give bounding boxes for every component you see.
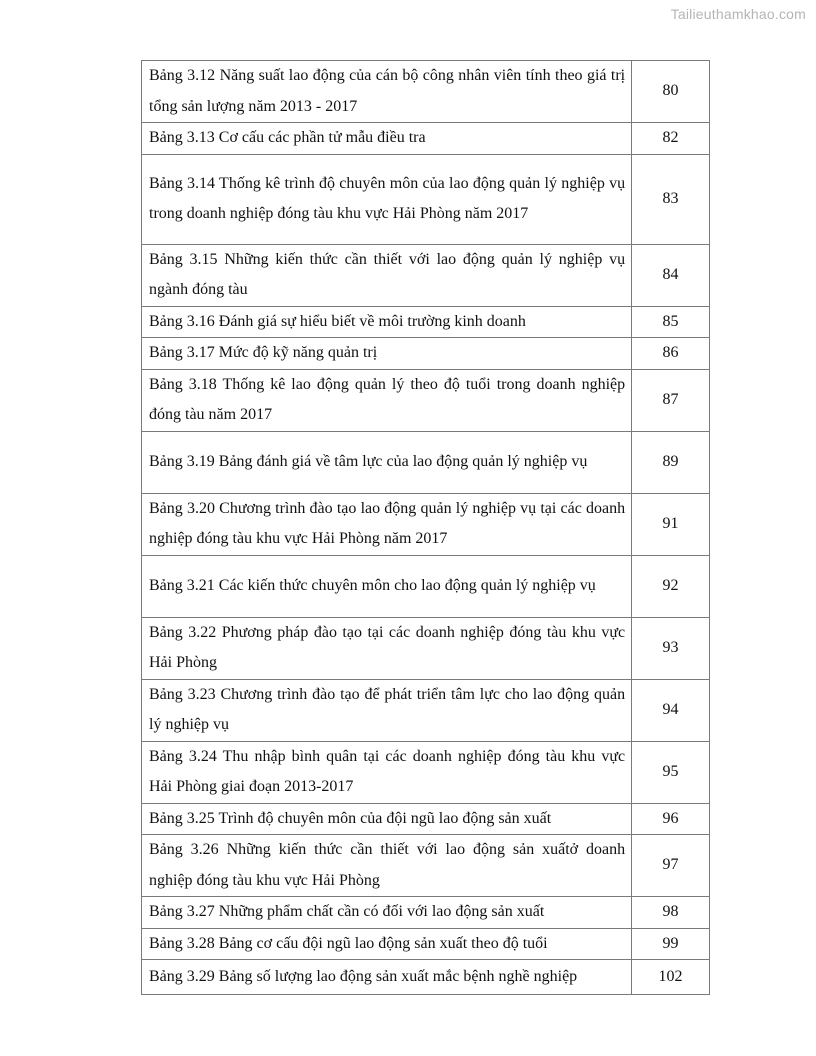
toc-entry-page: 99 — [632, 928, 710, 960]
toc-entry-page: 98 — [632, 897, 710, 929]
toc-entry-title: Bảng 3.15 Những kiến thức cần thiết với lao động quản lý nghiệp vụ ngành đóng tàu — [142, 244, 632, 306]
toc-entry-title: Bảng 3.12 Năng suất lao động của cán bộ công nhân viên tính theo giá trị tổng sản lượng năm 2013 - 2017 — [142, 61, 632, 123]
toc-entry-page: 83 — [632, 154, 710, 244]
toc-entry-title: Bảng 3.21 Các kiến thức chuyên môn cho lao động quản lý nghiệp vụ — [142, 555, 632, 617]
toc-entry-page: 89 — [632, 431, 710, 493]
toc-entry-page: 94 — [632, 679, 710, 741]
toc-entry-page: 84 — [632, 244, 710, 306]
toc-entry-page: 95 — [632, 741, 710, 803]
toc-entry-title: Bảng 3.22 Phương pháp đào tạo tại các doanh nghiệp đóng tàu khu vực Hải Phòng — [142, 617, 632, 679]
toc-row — [142, 928, 710, 960]
toc-entry-title: Bảng 3.26 Những kiến thức cần thiết với lao động sản xuấtở doanh nghiệp đóng tàu khu vực Hải Phòng — [142, 835, 632, 897]
toc-row — [142, 555, 710, 617]
toc-row — [142, 123, 710, 155]
toc-entry-page: 85 — [632, 306, 710, 338]
toc-row — [142, 369, 710, 431]
toc-entry-title: Bảng 3.18 Thống kê lao động quản lý theo độ tuổi trong doanh nghiệp đóng tàu năm 2017 — [142, 369, 632, 431]
toc-row — [142, 835, 710, 897]
toc-entry-page: 91 — [632, 493, 710, 555]
toc-row — [142, 897, 710, 929]
toc-row — [142, 338, 710, 370]
toc-entry-page: 93 — [632, 617, 710, 679]
toc-entry-page: 97 — [632, 835, 710, 897]
toc-row — [142, 493, 710, 555]
toc-row — [142, 61, 710, 123]
toc-row — [142, 741, 710, 803]
toc-entry-title: Bảng 3.13 Cơ cấu các phần tử mẫu điều tra — [142, 123, 632, 155]
toc-row — [142, 803, 710, 835]
toc-entry-page: 92 — [632, 555, 710, 617]
toc-row — [142, 960, 710, 995]
toc-entry-title: Bảng 3.24 Thu nhập bình quân tại các doanh nghiệp đóng tàu khu vực Hải Phòng giai đoạn 2013-2017 — [142, 741, 632, 803]
toc-entry-title: Bảng 3.17 Mức độ kỹ năng quản trị — [142, 338, 632, 370]
toc-row — [142, 617, 710, 679]
toc-entry-page: 82 — [632, 123, 710, 155]
toc-entry-page: 96 — [632, 803, 710, 835]
toc-row — [142, 679, 710, 741]
watermark: Tailieuthamkhao.com — [670, 6, 806, 22]
toc-entry-page: 86 — [632, 338, 710, 370]
toc-entry-title: Bảng 3.25 Trình độ chuyên môn của đội ngũ lao động sản xuất — [142, 803, 632, 835]
toc-entry-title: Bảng 3.16 Đánh giá sự hiểu biết về môi trường kinh doanh — [142, 306, 632, 338]
toc-row — [142, 431, 710, 493]
toc-entry-title: Bảng 3.19 Bảng đánh giá về tâm lực của lao động quản lý nghiệp vụ — [142, 431, 632, 493]
toc-entry-title: Bảng 3.28 Bảng cơ cấu đội ngũ lao động sản xuất theo độ tuổi — [142, 928, 632, 960]
toc-entry-title: Bảng 3.14 Thống kê trình độ chuyên môn của lao động quản lý nghiệp vụ trong doanh nghiệp đóng tàu khu vực Hải Phòng năm 2017 — [142, 154, 632, 244]
toc-entry-page: 80 — [632, 61, 710, 123]
toc-entry-page: 87 — [632, 369, 710, 431]
table-of-contents — [141, 60, 710, 995]
toc-row — [142, 244, 710, 306]
toc-entry-title: Bảng 3.27 Những phẩm chất cần có đối với lao động sản xuất — [142, 897, 632, 929]
toc-entry-title: Bảng 3.29 Bảng số lượng lao động sản xuất mắc bệnh nghề nghiệp — [142, 960, 632, 995]
toc-row — [142, 306, 710, 338]
toc-entry-title: Bảng 3.23 Chương trình đào tạo để phát triển tâm lực cho lao động quản lý nghiệp vụ — [142, 679, 632, 741]
toc-row — [142, 154, 710, 244]
toc-entry-title: Bảng 3.20 Chương trình đào tạo lao động quản lý nghiệp vụ tại các doanh nghiệp đóng tàu khu vực Hải Phòng năm 2017 — [142, 493, 632, 555]
toc-body — [142, 61, 710, 995]
toc-entry-page: 102 — [632, 960, 710, 995]
